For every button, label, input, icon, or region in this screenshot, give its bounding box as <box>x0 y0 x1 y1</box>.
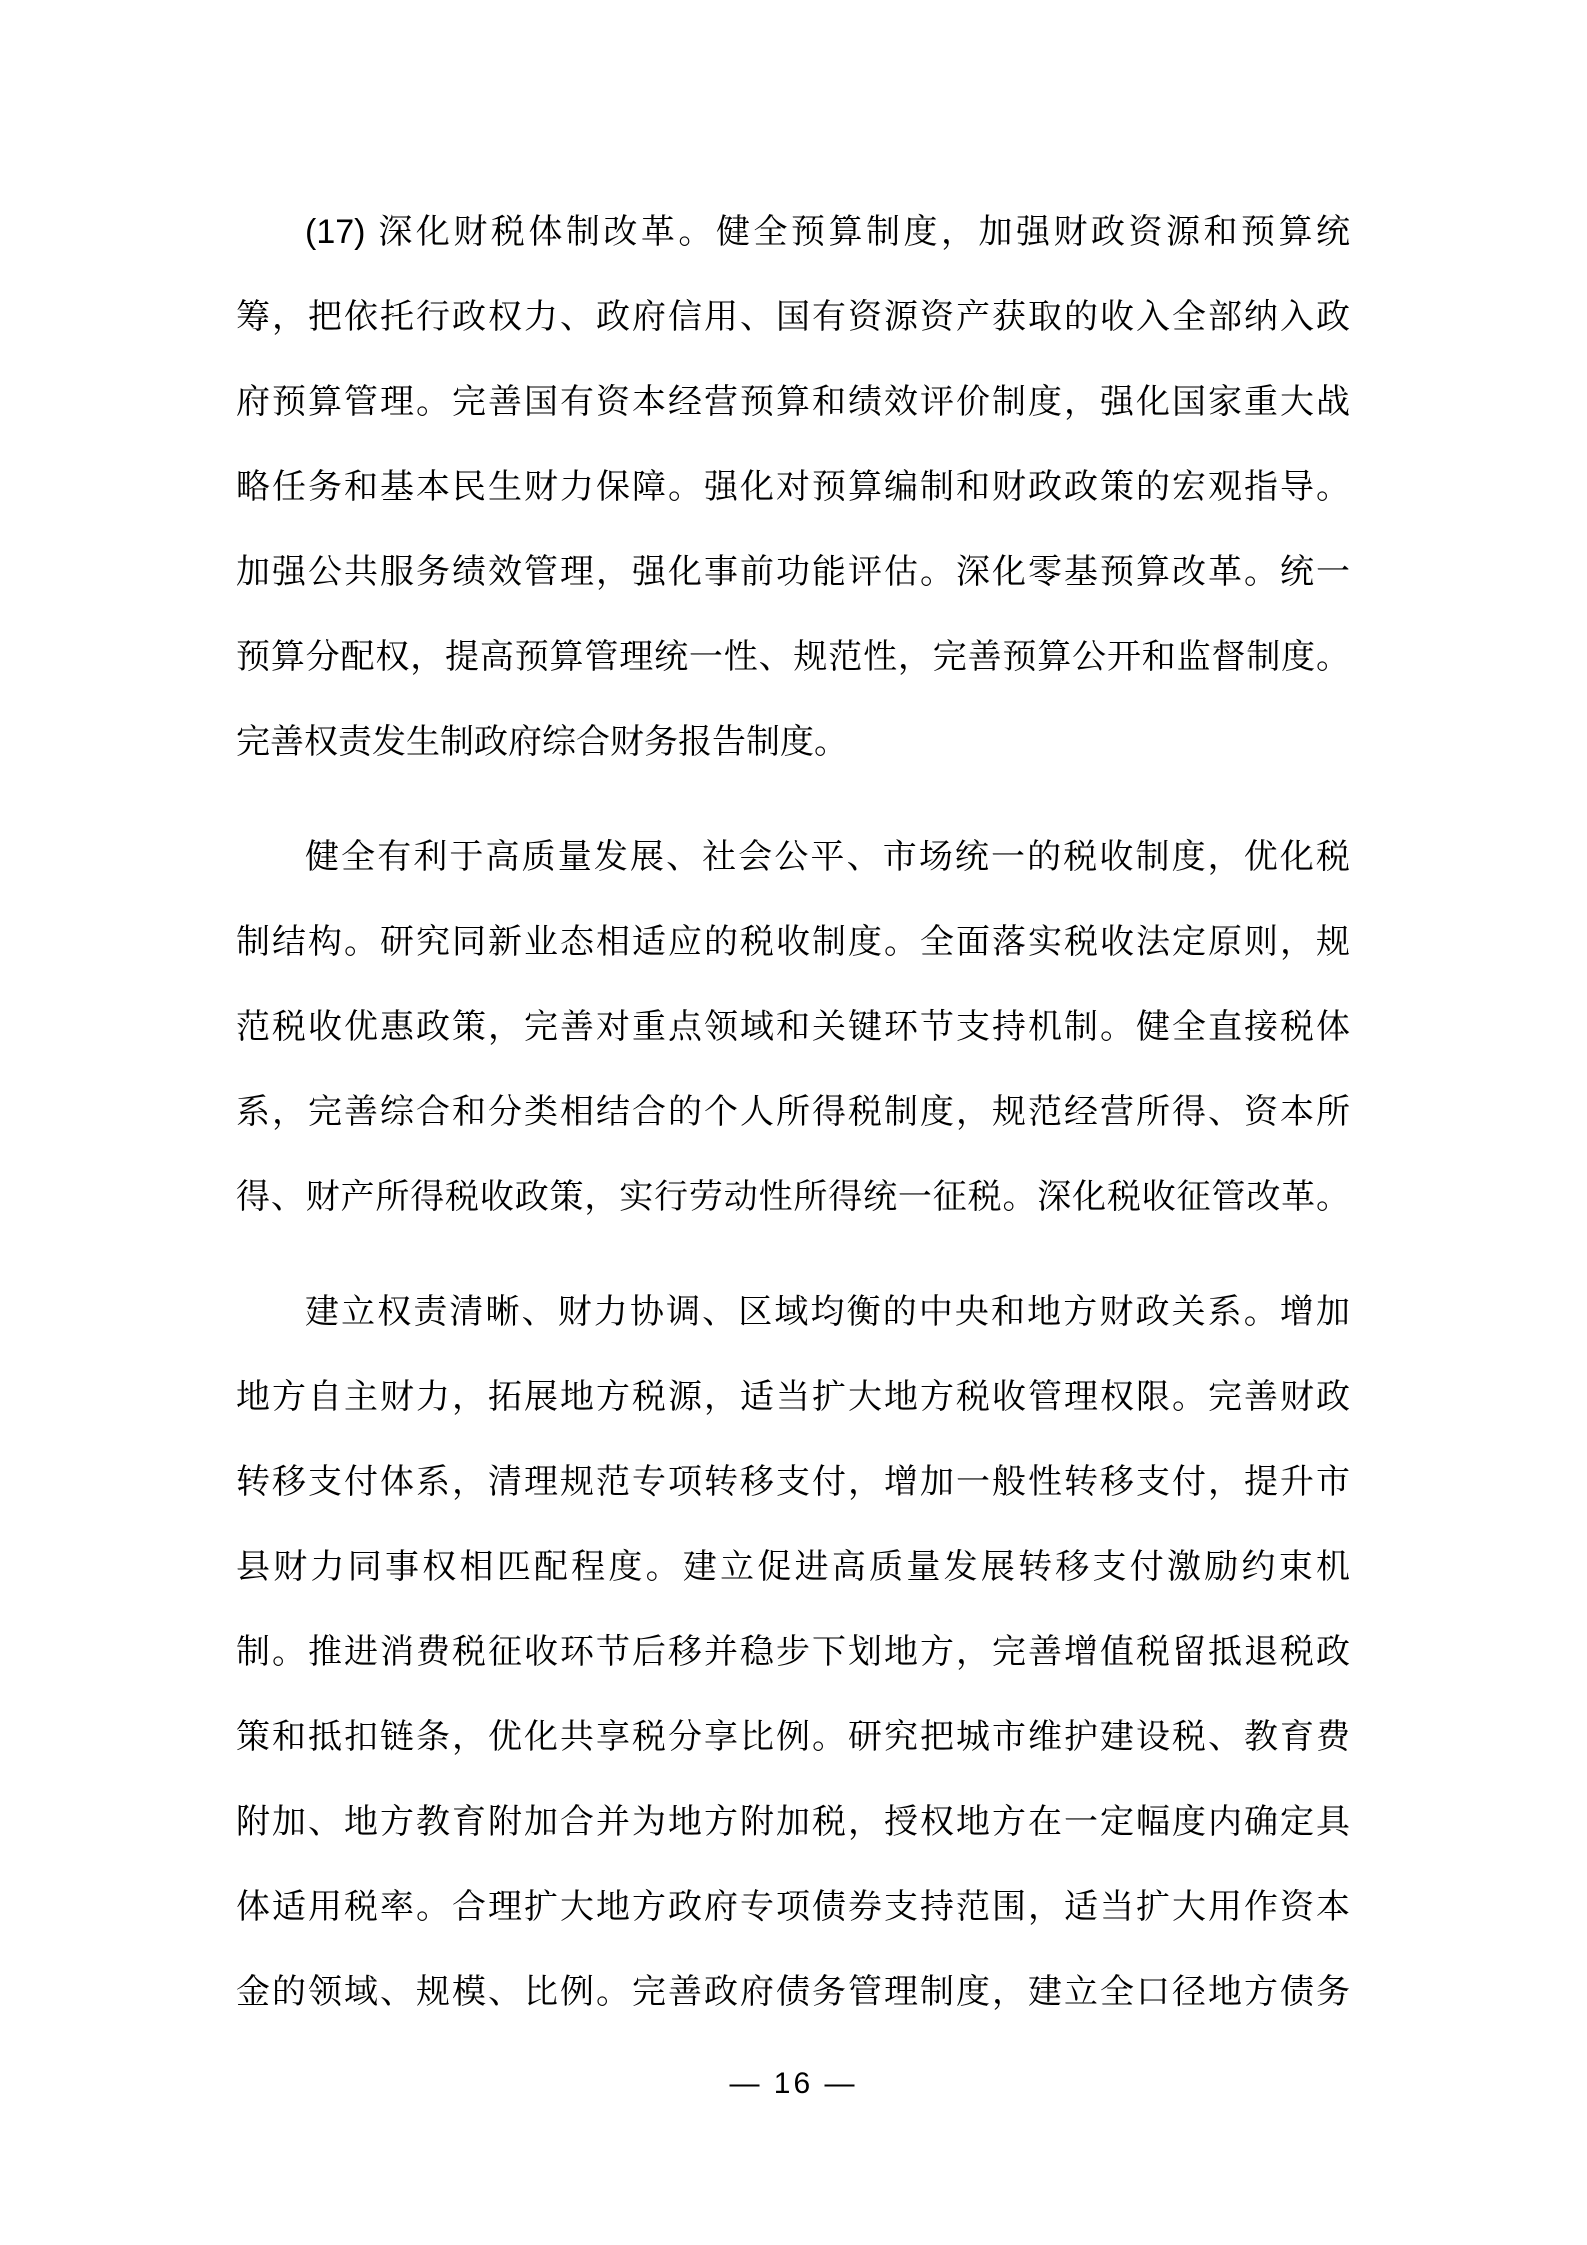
paragraph-central-local-fiscal-relations <box>236 1270 1350 2035</box>
text-line: 金的领域、规模、比例。完善政府债务管理制度，建立全口径地方债务 <box>236 1973 1350 2011</box>
text-line: 策和抵扣链条，优化共享税分享比例。研究把城市维护建设税、教育费 <box>236 1718 1350 1756</box>
text-line: 制结构。研究同新业态相适应的税收制度。全面落实税收法定原则，规 <box>236 923 1350 961</box>
text-line: 建立权责清晰、财力协调、区域均衡的中央和地方财政关系。增加 <box>305 1293 1350 1331</box>
text-line: 完善权责发生制政府综合财务报告制度。 <box>236 723 848 761</box>
text-line: 筹，把依托行政权力、政府信用、国有资源资产获取的收入全部纳入政 <box>236 298 1350 336</box>
document-body <box>236 190 1350 2035</box>
paragraph-17-budget-system <box>236 190 1350 785</box>
text-line: (17) 深化财税体制改革。健全预算制度，加强财政资源和预算统 <box>305 213 1350 251</box>
paragraph-tax-system <box>236 815 1350 1240</box>
text-line: 附加、地方教育附加合并为地方附加税，授权地方在一定幅度内确定具 <box>236 1803 1350 1841</box>
text-line: 制。推进消费税征收环节后移并稳步下划地方，完善增值税留抵退税政 <box>236 1633 1350 1671</box>
text-line: 范税收优惠政策，完善对重点领域和关键环节支持机制。健全直接税体 <box>236 1008 1350 1046</box>
text-line: 略任务和基本民生财力保障。强化对预算编制和财政政策的宏观指导。 <box>236 468 1350 506</box>
text-line: 府预算管理。完善国有资本经营预算和绩效评价制度，强化国家重大战 <box>236 383 1350 421</box>
page-number: — 16 — <box>729 2067 858 2100</box>
text-line: 体适用税率。合理扩大地方政府专项债券支持范围，适当扩大用作资本 <box>236 1888 1350 1926</box>
text-line: 得、财产所得税收政策，实行劳动性所得统一征税。深化税收征管改革。 <box>236 1178 1350 1216</box>
text-line: 地方自主财力，拓展地方税源，适当扩大地方税收管理权限。完善财政 <box>236 1378 1350 1416</box>
text-line: 县财力同事权相匹配程度。建立促进高质量发展转移支付激励约束机 <box>236 1548 1350 1586</box>
text-line: 预算分配权，提高预算管理统一性、规范性，完善预算公开和监督制度。 <box>236 638 1350 676</box>
text-line: 转移支付体系，清理规范专项转移支付，增加一般性转移支付，提升市 <box>236 1463 1350 1501</box>
text-line: 健全有利于高质量发展、社会公平、市场统一的税收制度，优化税 <box>305 838 1350 876</box>
text-line: 加强公共服务绩效管理，强化事前功能评估。深化零基预算改革。统一 <box>236 553 1350 591</box>
text-line: 系，完善综合和分类相结合的个人所得税制度，规范经营所得、资本所 <box>236 1093 1350 1131</box>
